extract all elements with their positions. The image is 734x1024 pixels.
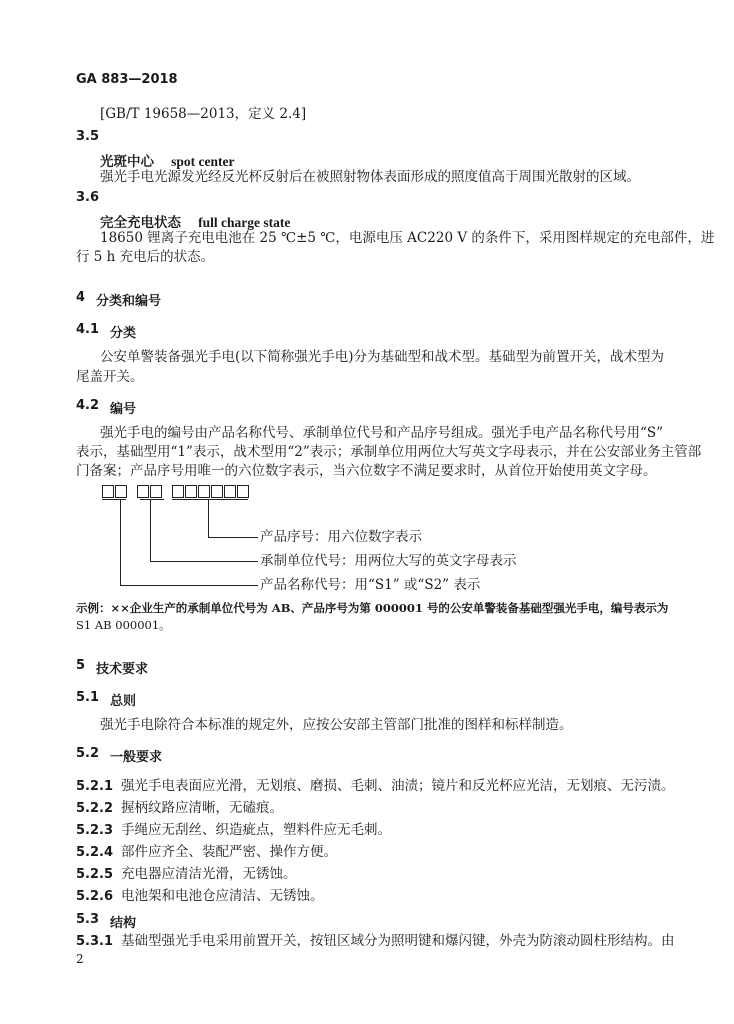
list-item: 5.2.4 部件应齐全、装配严密、操作方便。	[76, 844, 338, 860]
term-en: full charge state	[198, 215, 291, 230]
label-name: 产品名称代号：用“S1” 或“S2” 表示	[260, 577, 481, 593]
label-unit: 承制单位代号：用两位大写的英文字母表示	[260, 553, 517, 569]
list-item: 5.2.1 强光手电表面应光滑，无划痕、磨损、毛刺、油渍；镜片和反光杯应光洁，无划痕、无污渍。	[76, 778, 675, 794]
section-title-4-2: 编号	[110, 402, 137, 417]
section-title-5: 技术要求	[96, 662, 149, 677]
term-cn: 完全充电状态	[100, 215, 181, 231]
clause-5-3-1: 5.3.1 基础型强光手电采用前置开关，按钮区域分为照明键和爆闪键，外壳为防滚动圆柱形结构。由	[76, 933, 675, 949]
clause-num-4-2: 4.2	[76, 398, 100, 413]
label-serial: 产品序号：用六位数字表示	[260, 529, 422, 545]
term-3-6	[100, 211, 290, 231]
section-title-4: 分类和编号	[96, 294, 162, 309]
clause-num-5-2: 5.2	[76, 746, 100, 761]
text-4-2-line1: 强光手电的编号由产品名称代号、承制单位代号和产品序号组成。强光手电产品名称代号用“S”	[100, 425, 664, 441]
clause-num-4-1: 4.1	[76, 322, 100, 337]
text-4-2-line2: 表示，基础型用“1”表示，战术型用“2”表示；承制单位用两位大写英文字母表示，并在公安部业务主管部	[76, 444, 702, 460]
definition-3-6-line2: 行 5 h 充电后的状态。	[76, 249, 215, 265]
example-line2: S1 AB 000001。	[76, 618, 171, 632]
text-4-1-line1: 公安单警装备强光手电(以下简称强光手电)分为基础型和战术型。基础型为前置开关，战术型为	[100, 349, 665, 365]
reference-3-4: [GB/T 19658—2013，定义 2.4]	[100, 106, 307, 122]
standard-header: GA 883—2018	[76, 72, 178, 87]
clause-num-4: 4	[76, 290, 86, 305]
term-3-5	[100, 150, 234, 170]
list-item: 5.2.6 电池架和电池仓应清洁、无锈蚀。	[76, 888, 324, 904]
clause-num-3-5: 3.5	[76, 129, 100, 144]
section-title-5-2: 一般要求	[110, 750, 163, 765]
list-item: 5.2.5 充电器应清洁光滑，无锈蚀。	[76, 866, 297, 882]
example-line1: 示例：××企业生产的承制单位代号为 AB、产品序号为第 000001 号的公安单警装备基础型强光手电，编号表示为	[76, 601, 669, 615]
term-cn: 光斑中心	[100, 154, 154, 170]
text-4-1-line2: 尾盖开关。	[76, 369, 144, 385]
code-boxes	[102, 483, 250, 499]
definition-3-5: 强光手电光源发光经反光杯反射后在被照射物体表面形成的照度值高于周围光散射的区域。	[100, 169, 640, 185]
term-en: spot center	[171, 154, 235, 169]
clause-num-5-1: 5.1	[76, 690, 100, 705]
clause-num-5: 5	[76, 658, 86, 673]
clause-num-3-6: 3.6	[76, 190, 100, 205]
list-item: 5.2.3 手绳应无刮丝、织造疵点，塑料件应无毛刺。	[76, 822, 392, 838]
page-number: 2	[76, 952, 84, 966]
definition-3-6-line1: 18650 锂离子充电电池在 25 ℃±5 ℃，电源电压 AC220 V 的条件下，采用图样规定的充电部件，进	[100, 230, 715, 246]
clause-num-5-3: 5.3	[76, 912, 100, 927]
section-title-5-1: 总则	[110, 694, 137, 709]
section-title-4-1: 分类	[110, 326, 137, 341]
list-item: 5.2.2 握柄纹路应清晰，无磕痕。	[76, 800, 284, 816]
section-title-5-3: 结构	[110, 916, 137, 931]
text-4-2-line3: 门备案；产品序号用唯一的六位数字表示，当六位数字不满足要求时，从首位开始使用英文字母。	[76, 463, 657, 479]
text-5-1: 强光手电除符合本标准的规定外，应按公安部主管部门批准的图样和标样制造。	[100, 717, 573, 733]
